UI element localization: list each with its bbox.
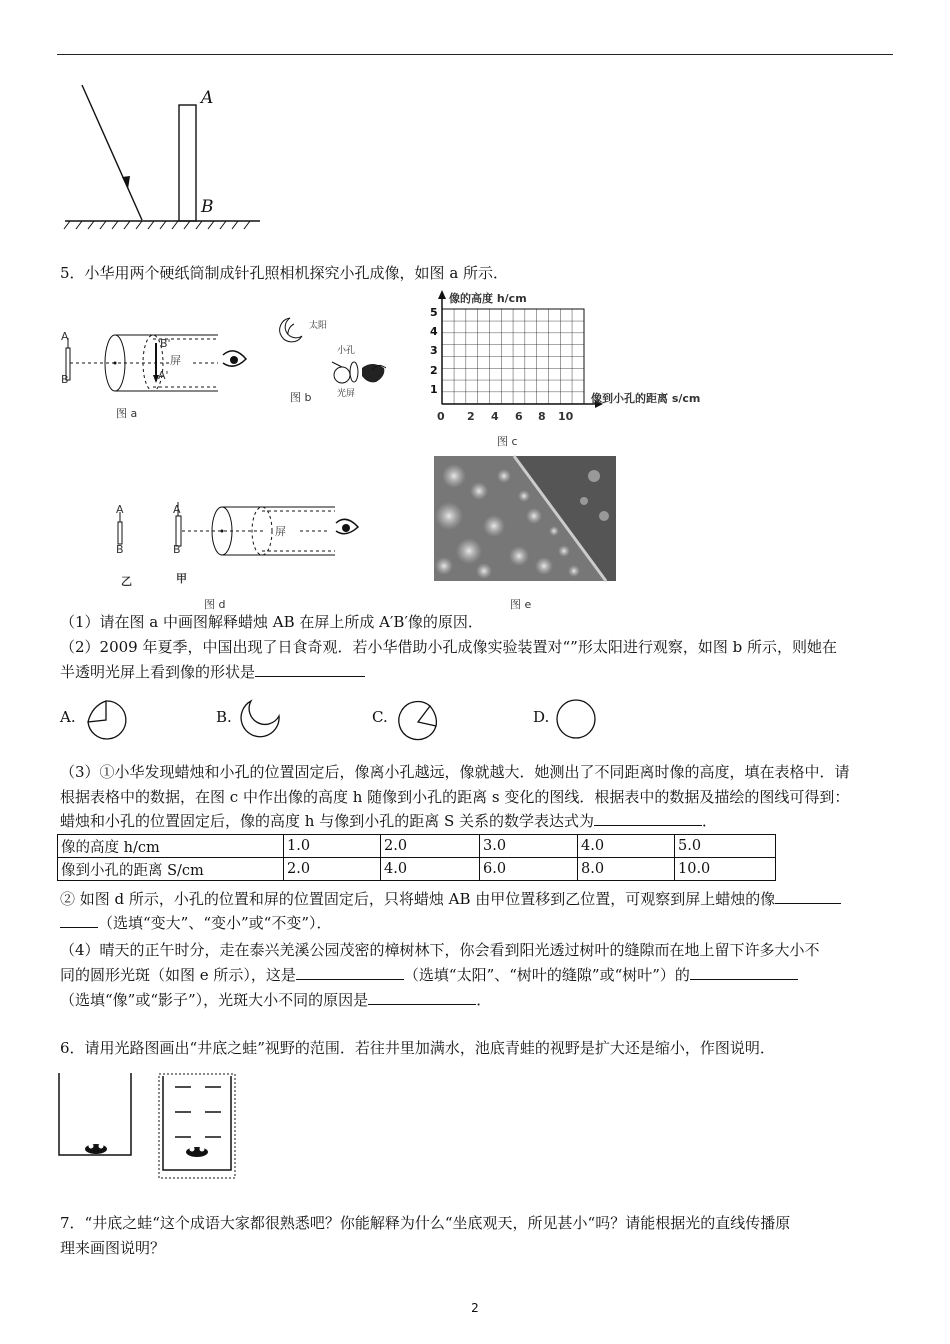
- choice-d-label: D.: [533, 708, 550, 726]
- q5-part3b-line2: （选填“变大”、“变小”或“不变”）．: [60, 912, 332, 934]
- fig-a-label-b-prime: B': [160, 337, 171, 350]
- pole-label-a: A: [201, 88, 214, 108]
- table-cell: 像的高度 h/cm: [58, 835, 284, 858]
- fig-a-label-a: A: [61, 330, 69, 343]
- table-cell: 1.0: [284, 835, 381, 858]
- ray-pole-figure: [60, 75, 280, 235]
- data-table: [57, 834, 776, 881]
- table-cell: 4.0: [578, 835, 675, 858]
- fig-a-label-b: B: [61, 373, 69, 386]
- fig-a-caption: 图 a: [116, 407, 138, 420]
- fig-c-xtick-6: 6: [515, 410, 523, 423]
- table-cell: 8.0: [578, 858, 675, 881]
- answer-blank-reason[interactable]: [368, 990, 476, 1005]
- table-cell: 像到小孔的距离 S/cm: [58, 858, 284, 881]
- answer-blank-image-size-cont[interactable]: [60, 913, 98, 928]
- q5-part2-line2: 半透明光屏上看到像的形状是: [60, 661, 365, 683]
- fig-b-screen: 光屏: [337, 389, 356, 399]
- table-row: [58, 835, 776, 858]
- fig-c-xtick-0: 0: [437, 410, 445, 423]
- table-cell: 2.0: [381, 835, 480, 858]
- q7-line1: 7．“井底之蛙“这个成语大家都很熟悉吧？你能解释为什么“坐底观天，所见甚小“吗？请能根据光的直线传播原: [60, 1214, 791, 1232]
- fig-c-xtick-10: 10: [558, 410, 574, 423]
- table-cell: 10.0: [675, 858, 776, 881]
- answer-blank-expression[interactable]: [594, 811, 702, 826]
- choice-d-shape: [554, 697, 598, 741]
- table-cell: 2.0: [284, 858, 381, 881]
- fig-b-caption: 图 b: [290, 391, 312, 404]
- fig-a-screen: 屏: [170, 354, 181, 367]
- q5-intro: 5．小华用两个硬纸筒制成针孔照相机探究小孔成像，如图 a 所示．: [60, 264, 509, 282]
- choice-b-shape: [237, 696, 283, 742]
- answer-blank-type[interactable]: [690, 965, 798, 980]
- choice-a-shape: [84, 698, 128, 742]
- q5-part4-line3: （选填“像”或“影子”），光斑大小不同的原因是 ．: [60, 991, 492, 1009]
- fig-d-yi: 乙: [121, 575, 132, 588]
- q5-part3-line2: 根据表格中的数据，在图 c 中作出像的高度 h 随像到小孔的距离 s 变化的图线．根据表中的数据及描绘的图线可得到：: [60, 788, 850, 806]
- fig-d-label-b2: B: [173, 543, 181, 556]
- q5-part2-line1: （2）2009 年夏季，中国出现了日食奇观．若小华借助小孔成像实验装置对“”形太阳进行观察，如图 b 所示，则她在: [60, 638, 837, 656]
- fig-c-ylabel: 像的高度 h/cm: [449, 292, 527, 305]
- well-empty-figure: [56, 1070, 136, 1160]
- choice-c-label: C.: [372, 708, 388, 726]
- q5-part1: （1）请在图 a 中画图解释蜡烛 AB 在屏上所成 A′B′像的原因．: [60, 613, 483, 631]
- q5-part3-line3: 蜡烛和小孔的位置固定后，像的高度 h 与像到小孔的距离 S 关系的数学表达式为 ．: [60, 812, 718, 830]
- choice-b-label: B.: [216, 708, 232, 726]
- fig-b-hole: 小孔: [337, 346, 356, 356]
- fig-b-sun: 太阳: [309, 321, 328, 331]
- fig-c-yticks: 5 4 3 2 1: [430, 306, 438, 396]
- answer-blank-image-size[interactable]: [775, 889, 841, 904]
- figure-d-candle-positions: [110, 498, 370, 573]
- fig-c-xtick-2: 2: [467, 410, 475, 423]
- fig-d-label-a1: A: [116, 503, 124, 516]
- q5-part3b-line1: ② 如图 d 所示，小孔的位置和屏的位置固定后，只将蜡烛 AB 由甲位置移到乙位置，可观察到屏上蜡烛的像: [60, 888, 841, 910]
- well-water-figure: [155, 1070, 240, 1180]
- table-cell: 4.0: [381, 858, 480, 881]
- pole-label-b: B: [201, 197, 214, 217]
- figure-a-pinhole-camera: [58, 325, 258, 395]
- choice-a-label: A.: [60, 708, 76, 726]
- answer-blank-shape[interactable]: [255, 662, 365, 677]
- fig-c-xlabel: 像到小孔的距离 s/cm: [591, 392, 701, 405]
- fig-d-label-b1: B: [116, 543, 124, 556]
- fig-d-jia: 甲: [176, 572, 187, 585]
- fig-d-label-a2: A: [173, 503, 181, 516]
- table-row: [58, 858, 776, 881]
- fig-e-caption: 图 e: [510, 598, 532, 611]
- q5-part4-line1: （4）晴天的正午时分，走在泰兴羌溪公园茂密的樟树林下，你会看到阳光透过树叶的缝隙而在地上留下许多大小不: [60, 941, 820, 959]
- table-cell: 5.0: [675, 835, 776, 858]
- header-rule: [57, 54, 893, 55]
- fig-d-screen: 屏: [275, 525, 286, 538]
- answer-blank-source[interactable]: [296, 965, 404, 980]
- fig-c-caption: 图 c: [497, 435, 518, 448]
- page-number: 2: [471, 1301, 479, 1315]
- q5-part3-line1: （3）①小华发现蜡烛和小孔的位置固定后，像离小孔越远，像就越大．她测出了不同距离时像的高度，填在表格中．请: [60, 763, 850, 781]
- fig-c-xtick-8: 8: [538, 410, 546, 423]
- fig-d-caption: 图 d: [204, 598, 226, 611]
- table-cell: 3.0: [480, 835, 578, 858]
- choice-c-shape: [396, 700, 440, 744]
- q6-text: 6．请用光路图画出“井底之蛙”视野的范围．若往井里加满水，池底青蛙的视野是扩大还是缩小，作图说明．: [60, 1039, 775, 1057]
- q7-line2: 理来画图说明？: [60, 1239, 166, 1257]
- figure-e-light-spots-photo: [434, 456, 616, 581]
- q5-part4-line2: 同的圆形光斑（如图 e 所示），这是 （选填“太阳”、“树叶的缝隙”或“树叶”）的: [60, 964, 798, 986]
- fig-c-xtick-4: 4: [491, 410, 499, 423]
- table-cell: 6.0: [480, 858, 578, 881]
- fig-a-label-a-prime: A': [158, 369, 169, 382]
